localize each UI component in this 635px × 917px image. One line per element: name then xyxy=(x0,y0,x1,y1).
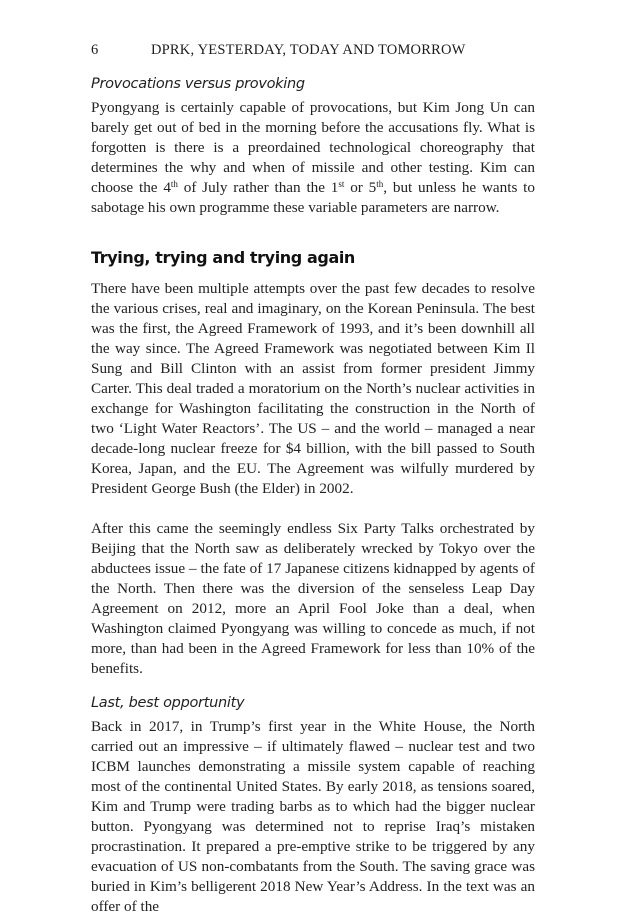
subheading-last-best-opportunity: Last, best opportunity xyxy=(91,695,245,711)
paragraph-2017: Back in 2017, in Trump’s first year in the White House, the North carried out an impressive – if ultimately flawed – nuclear test and two ICBM launches demonstrating a missile system capable of reaching most of the continental United States. By early 2018, as tensions soared, Kim and Trump were trading barbs as to which had the bigger nuclear button. Pyongyang was determined not to reprise Iraq’s mistaken procrastination. It prepared a pre-emptive strike to be triggered by any evacuation of US non-combatants from the South. The saving grace was buried in Kim’s belligerent 2018 New Year’s Address. In the text was an offer of the xyxy=(91,718,535,915)
ordinal-suffix: st xyxy=(338,179,345,189)
book-page xyxy=(91,42,535,917)
ordinal-suffix: th xyxy=(376,179,384,189)
paragraph-text: , but unless he wants to sabotage his own programme these variable parameters are narrow. xyxy=(91,179,535,216)
paragraph-provocations xyxy=(91,98,535,218)
section-heading-trying: Trying, trying and trying again xyxy=(91,248,355,267)
paragraph-text: Pyongyang is certainly capable of provocations, but Kim Jong Un can barely get out of bed in the morning before the accusations fly. What is forgotten is there is a preordained technological choreography that determines the why and when of missile and other testing. Kim can choose the 4 xyxy=(91,99,535,196)
paragraph-six-party-talks: After this came the seemingly endless Six Party Talks orchestrated by Beijing that the North saw as deliberately wrecked by Tokyo over the abductees issue – the fate of 17 Japanese citizens kidnapped by agents of the North. Then there was the diversion of the senseless Leap Day Agreement on 2012, more an April Fool Joke than a deal, when Washington claimed Pyongyang was willing to concede as much, if not more, than had been in the Agreed Framework for less than 10% of the benefits. xyxy=(91,520,535,677)
paragraph-text: of July rather than the 1 xyxy=(177,179,339,196)
subheading-provocations: Provocations versus provoking xyxy=(91,76,305,92)
paragraph-text: or 5 xyxy=(344,179,377,196)
paragraph-agreed-framework: There have been multiple attempts over the past few decades to resolve the various crises, real and imaginary, on the Korean Peninsula. The best was the first, the Agreed Framework of 1993, and it’s been downhill all the way since. The Agreed Framework was negotiated between Kim Il Sung and Bill Clinton with an assist from former president Jimmy Carter. This deal traded a moratorium on the North’s nuclear activities in exchange for Washington facilitating the construction in the North of two ‘Light Water Reactors’. The US – and the world – managed a near decade-long nuclear freeze for $4 billion, with the bill passed to South Korea, Japan, and the EU. The Agreement was wilfully murdered by President George Bush (the Elder) in 2002. xyxy=(91,280,535,497)
ordinal-suffix: th xyxy=(170,179,178,189)
page-number: 6 xyxy=(91,42,99,58)
running-title: DPRK, YESTERDAY, TODAY AND TOMORROW xyxy=(151,42,466,58)
running-header xyxy=(91,42,535,64)
